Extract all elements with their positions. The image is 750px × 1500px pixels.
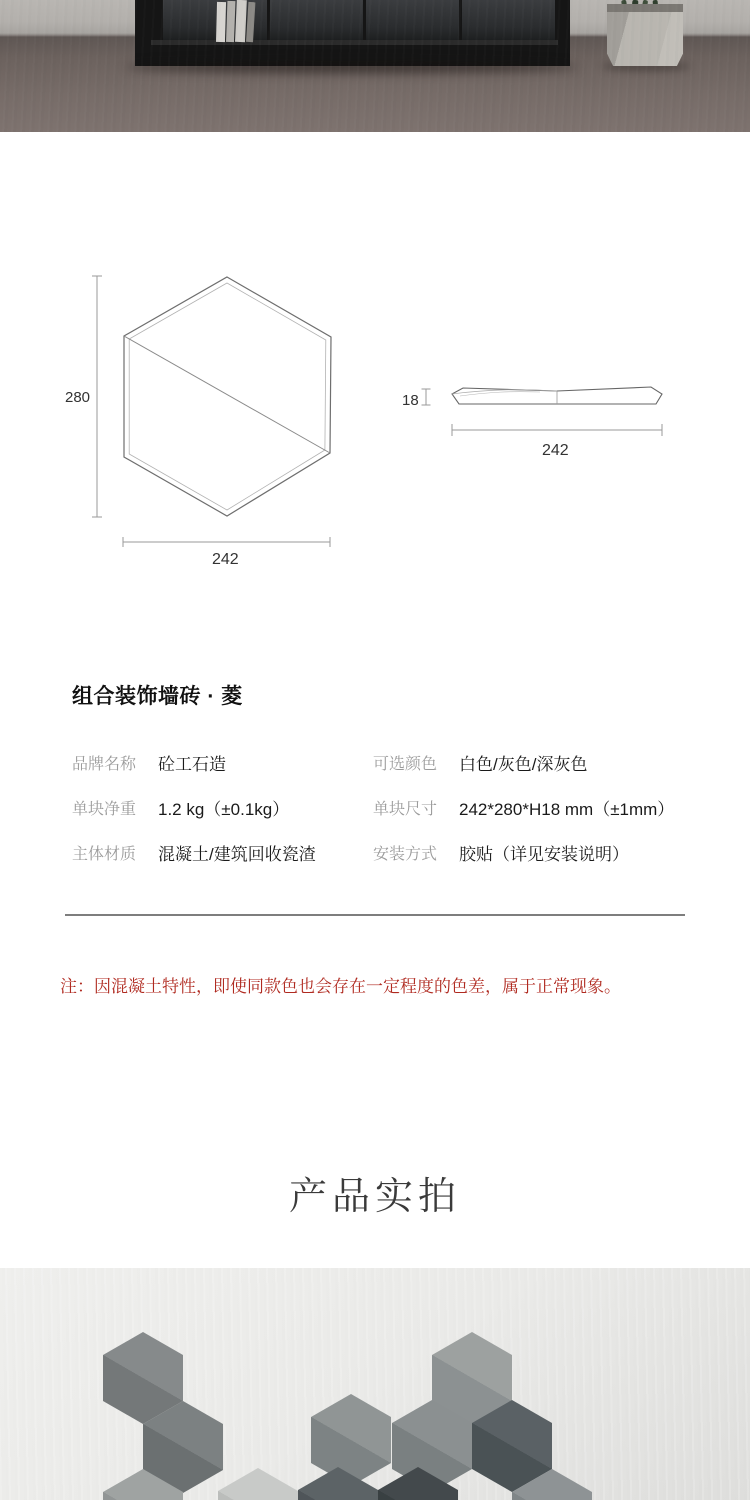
spec-row-weight: [72, 785, 373, 830]
shelf-cubby: [270, 0, 363, 40]
shelf-cubby: [163, 0, 267, 40]
book: [235, 0, 247, 42]
spec-label: 主体材质: [72, 846, 137, 863]
spec-label: 品牌名称: [72, 756, 137, 773]
book: [246, 2, 255, 42]
planter-shadow: [602, 62, 690, 71]
shelf-cubby: [366, 0, 459, 40]
plant-leaf: [621, 0, 628, 13]
spec-label: 安装方式: [373, 846, 438, 863]
spec-value: 242*280*H18 mm（±1mm）: [459, 800, 675, 819]
section-divider: [65, 914, 685, 916]
wall-tile: [311, 1394, 391, 1486]
shelf-shadow: [126, 61, 578, 73]
plant-leaf: [641, 0, 648, 14]
spec-label: 单块净重: [72, 801, 137, 818]
concrete-planter: [607, 4, 683, 66]
black-shelf: [135, 0, 570, 66]
planter-rim: [607, 4, 683, 12]
front-view-diagram: [60, 258, 380, 588]
spec-row-install: [373, 830, 696, 875]
side-width-label: 242: [542, 442, 569, 459]
hero-photo: [0, 0, 750, 132]
spec-value: 混凝土/建筑回收瓷渣: [158, 845, 316, 864]
spec-value: 砼工石造: [158, 755, 226, 774]
spec-value: 白色/灰色/深灰色: [459, 755, 588, 774]
spec-label: 可选颜色: [373, 756, 438, 773]
plant-leaf: [653, 0, 659, 11]
side-view-diagram: [390, 358, 700, 468]
spec-value: 胶贴（详见安装说明）: [459, 845, 629, 864]
spec-label: 单块尺寸: [373, 801, 438, 818]
shelf-board: [151, 40, 558, 45]
spec-value: 1.2 kg（±0.1kg）: [158, 800, 290, 819]
book: [226, 1, 235, 42]
spec-table: [72, 740, 696, 875]
spec-row-brand: [72, 740, 373, 785]
side-thickness-label: 18: [402, 392, 419, 409]
plant-leaf: [632, 0, 639, 12]
front-width-label: 242: [212, 551, 239, 568]
product-title: 组合装饰墙砖 · 菱: [72, 685, 243, 709]
book: [216, 2, 226, 42]
section-title: 产品实拍: [288, 1175, 461, 1218]
wall-tile: [218, 1468, 298, 1500]
shelf-cubby: [462, 0, 555, 40]
spec-row-size: [373, 785, 696, 830]
product-photo: [0, 1268, 750, 1500]
spec-row-colors: [373, 740, 696, 785]
color-difference-note: 注：因混凝土特性，即使同款色也会存在一定程度的色差，属于正常现象。: [60, 977, 621, 996]
front-height-label: 280: [65, 389, 91, 406]
spec-row-material: [72, 830, 373, 875]
